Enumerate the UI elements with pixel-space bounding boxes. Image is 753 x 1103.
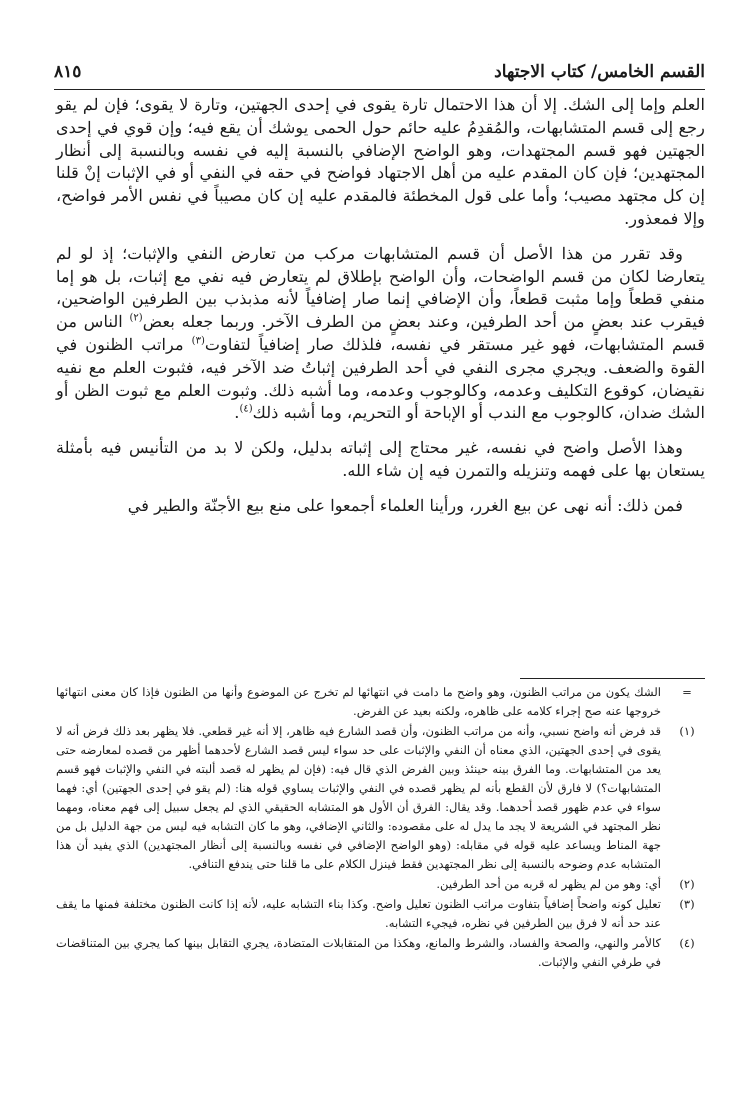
- footnote-1: [56, 722, 705, 874]
- footnote-continued-mark: =: [682, 685, 692, 699]
- footnote-1-mark: (١): [679, 724, 695, 738]
- footnote-2: [56, 875, 705, 894]
- footnote-rule: [520, 678, 705, 679]
- footnote-2-text: أي: وهو من لم يظهر له قربه من أحد الطرفين.: [436, 877, 661, 891]
- footnote-3-mark: (٣): [679, 897, 695, 911]
- paragraph-1: العلم وإما إلى الشك. إلا أن هذا الاحتمال تارة يقوى في إحدى الجهتين، وتارة لا يقوى؛ فإن لم يقو رجع إلى قسم المتشابهات، والمُقدِمُ عليه حائم حول الحمى يوشك أن يقع فيه؛ وإن قوي في إحدى الجهتين فهو قسم المجتهدات، وهو الواضح الإضافي بالنسبة إليه في نفسه وبالنسبة إلى أنظار المجتهدين؛ فإن كان المقدم عليه من أهل الاجتهاد فواضح في حقه في النفي أو في الإثبات إنْ قلنا إن كل مجتهد مصيب؛ وأما على قول المخطئة فالمقدم عليه إن كان مصيباً في نفس الأمر فواضح، وإلا فمعذور.: [56, 95, 705, 228]
- footnote-4-text: كالأمر والنهي، والصحة والفساد، والشرط والمانع، وهكذا من المتقابلات المتضادة، يجري التقابل بينها كما يجري بين المتناقضات في طرفي النفي والإثبات.: [56, 936, 661, 969]
- footnote-2-mark: (٢): [679, 877, 695, 891]
- page-header: [54, 60, 705, 90]
- paragraph-2-part-a: وقد تقرر من هذا الأصل أن قسم المتشابهات مركب من تعارض النفي والإثبات؛ إذ لو لم يتعارضا لكان من قسم الواضحات، وأن الواضح بإطلاق لم يتعارض فيه نفي مع إثبات، بل هو إما منفي قطعاً وإما مثبت قطعاً، وأن الإضافي إنما صار إضافياً لأنه مذبذب بين الطرفين الواضحين، فيقرب عند بعضٍ من أحد الطرفين، وعند بعضٍ من الطرف الآخر. وربما جعله بعض: [56, 243, 705, 332]
- footnote-3: [56, 895, 705, 933]
- footnote-4: [56, 934, 705, 972]
- main-text: [56, 94, 705, 530]
- footnote-4-mark: (٤): [679, 936, 695, 950]
- footnote-ref-2: (٢): [129, 312, 143, 324]
- footnote-1-text: قد فرض أنه واضح نسبي، وأنه من مراتب الظنون، وأن قصد الشارع فيه ظاهر، إلا أنه غير قطعي. فلا يظهر بعد ذلك فرض أنه لا يقوى في إحدى الجهتين، الذي معناه أن النفي والإثبات على حد سواء ليس قصد الشارع لأحدهما أظهر من قصده لمعارضه حتى يعد من المتشابهات. وما الفرق بينه حينئذ وبين الفرض الذي قال فيه: (فإن لم يظهر له قصد ألبته في النفي والإثبات فهو قسم المتشابهات؟) لا فارق لأن القطع بأنه لم يظهر قصده في النفي والإثبات يساوي قوله هنا: (لم يقو في إحدى الجهتين) أي: فهما سواء في عدم ظهور قصد أحدهما. وقد يقال: الفرق أن الأول هو المتشابه الحقيقي الذي لم يجعل سبيل إلى فهم معناه، ومهما نظر المجتهد في الشريعة لا يجد ما يدل له على مقصوده: والثاني الإضافي، وهو ما كان التشابه فيه ليس من جهة الدليل بل من جهة المناط ويساعد عليه قوله في مقابله: (وهو الواضح الإضافي في نفسه وبالنسبة إلى أنظار المجتهدين) الذي يفيد أن هذا المتشابه عدم وضوحه بالنسبة إلى نظر المجتهدين فقط فينزل الكلام على ما قلنا حتى يندفع التنافي.: [56, 724, 661, 871]
- footnote-continued-text: الشك يكون من مراتب الظنون، وهو واضح ما دامت في انتهائها لم تخرج عن الموضوع وأنها من الظنون فإذا كان معنى انتهائها خروجها عنه صح إجراء كلامه على ظاهره، ولكنه بعيد عن الفرض.: [56, 685, 661, 718]
- page-number: ٨١٥: [54, 62, 82, 82]
- footnote-ref-4: (٤): [239, 403, 253, 415]
- paragraph-3: وهذا الأصل واضح في نفسه، غير محتاج إلى إثباته بدليل، ولكن لا بد من التأنيس فيه بأمثلة يستعان بها على فهمه وتنزيله والتمرن فيه إن شاء الله.: [56, 438, 705, 480]
- paragraph-2-part-c: مراتب الظنون في القوة والضعف. ويجري مجرى النفي في أحد الطرفين إثباتُ ضد الآخر فيه، فثبوت العلم مع نفيه نقيضان، كوقوع التكليف وعدمه، وكالوجوب وعدمه، وما أشبه ذلك. وثبوت العلم مع ثبوت الظن أو الشك ضدان، كالوجوب مع الندب أو الإباحة أو التحريم، وما أشبه ذلك: [56, 334, 705, 423]
- paragraph-4: فمن ذلك: أنه نهى عن بيع الغرر، ورأينا العلماء أجمعوا على منع بيع الأجنّة والطير في: [127, 495, 683, 515]
- paragraph-2-part-b: الناس من قسم المتشابهات، فهو غير مستقر في نفسه، فلذلك صار إضافياً لتفاوت: [56, 312, 705, 354]
- paragraph-2: وقد تقرر من هذا الأصل أن قسم المتشابهات مركب من تعارض النفي والإثبات؛ إذ لو لم يتعارضا لكان من قسم الواضحات، وأن الواضح بإطلاق لم يتعارض فيه نفي مع إثبات، بل هو إما منفي قطعاً وإما مثبت قطعاً، وأن الإضافي إنما صار إضافياً لأنه مذبذب بين الطرفين الواضحين، فيقرب عند بعضٍ من أحد الطرفين، وعند بعضٍ من الطرف الآخر. وربما جعله بعض$^{(٢)}$ الناس من قسم المتشابهات، فهو غير مستقر في نفسه، فلذلك صار إضافياً لتفاوت$^{(٣)}$ مراتب الظنون في القوة والضعف. ويجري مجرى النفي في أحد الطرفين إثباتُ ضد الآخر فيه، فثبوت العلم مع نفيه نقيضان، كوقوع التكليف وعدمه، وكالوجوب وعدمه، وما أشبه ذلك. وثبوت العلم مع ثبوت الظن أو الشك ضدان، كالوجوب مع الندب أو الإباحة أو التحريم، وما أشبه ذلك$^{(٤)}$.: [56, 243, 705, 423]
- running-title: القسم الخامس/ كتاب الاجتهاد: [494, 62, 705, 82]
- footnote-3-text: تعليل كونه واضحاً إضافياً بتفاوت مراتب الظنون تعليل واضح. وكذا بناء التشابه عليه، لأنه إذا كانت الظنون مختلفة فمنها ما يقف عند حد أنه لا فرق بين الطرفين في نظره، فيجيء التشابه.: [56, 897, 661, 930]
- footnote-ref-3: (٣): [191, 335, 205, 347]
- header-rule: [54, 89, 705, 90]
- footnote-continued: [56, 683, 705, 721]
- footnotes: [56, 683, 705, 973]
